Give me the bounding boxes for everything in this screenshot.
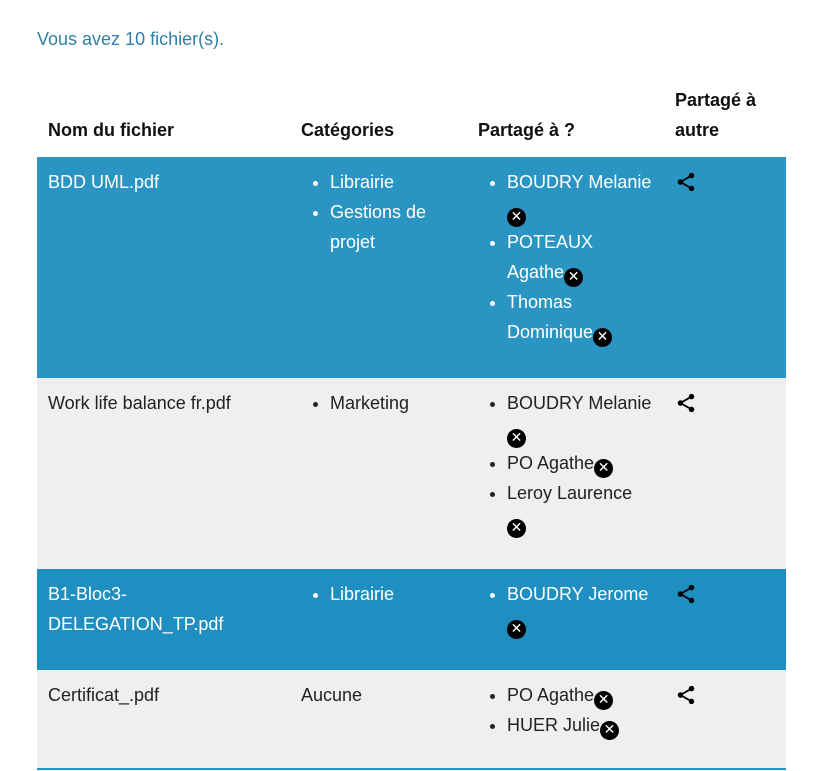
table-row bbox=[37, 670, 786, 771]
share-cell bbox=[664, 157, 786, 378]
share-cell bbox=[664, 569, 786, 670]
shared-with-cell bbox=[467, 670, 664, 771]
categories-cell bbox=[290, 569, 467, 670]
table-row bbox=[37, 569, 786, 670]
column-header-categories: Catégories bbox=[301, 120, 395, 140]
shared-user-name: BOUDRY Melanie bbox=[507, 393, 652, 413]
shared-user-item bbox=[507, 680, 653, 710]
remove-share-icon[interactable]: ✕ bbox=[593, 328, 612, 347]
shared-user-item bbox=[507, 579, 653, 639]
file-name: Certificat_.pdf bbox=[37, 670, 290, 771]
share-icon[interactable] bbox=[675, 392, 697, 414]
share-cell bbox=[664, 670, 786, 771]
column-header-name: Nom du fichier bbox=[48, 120, 175, 140]
share-icon[interactable] bbox=[675, 583, 697, 605]
remove-share-icon[interactable]: ✕ bbox=[507, 519, 526, 538]
categories-list bbox=[301, 388, 456, 418]
share-icon[interactable] bbox=[675, 684, 697, 706]
shared-user-item bbox=[507, 478, 653, 538]
table-row bbox=[37, 378, 786, 569]
shared-user-item bbox=[507, 227, 653, 287]
shared-list bbox=[478, 579, 653, 639]
category-item: • Gestions de projet bbox=[330, 197, 456, 257]
categories-cell bbox=[290, 157, 467, 378]
categories-cell bbox=[290, 378, 467, 569]
files-table bbox=[37, 84, 786, 771]
remove-share-icon[interactable]: ✕ bbox=[594, 691, 613, 710]
shared-user-name: BOUDRY Jerome bbox=[507, 584, 649, 604]
shared-user-item bbox=[507, 287, 653, 347]
shared-user-item bbox=[507, 388, 653, 448]
shared-user-name: PO Agathe bbox=[507, 453, 595, 473]
remove-share-icon[interactable]: ✕ bbox=[507, 429, 526, 448]
file-count-text: Vous avez 10 fichier(s). bbox=[37, 29, 225, 49]
remove-share-icon[interactable]: ✕ bbox=[600, 721, 619, 740]
remove-share-icon[interactable]: ✕ bbox=[507, 208, 526, 227]
shared-with-cell bbox=[467, 569, 664, 670]
shared-user-name: Leroy Laurence bbox=[507, 483, 633, 503]
category-item: • Librairie bbox=[330, 579, 456, 609]
shared-list bbox=[478, 167, 653, 347]
shared-with-cell bbox=[467, 157, 664, 378]
remove-share-icon[interactable]: ✕ bbox=[594, 459, 613, 478]
categories-list bbox=[301, 167, 456, 257]
column-header-shared-with: Partagé à ? bbox=[478, 120, 576, 140]
category-item: • Marketing bbox=[330, 388, 456, 418]
table-header-row bbox=[37, 84, 786, 157]
share-cell bbox=[664, 378, 786, 569]
remove-share-icon[interactable]: ✕ bbox=[507, 620, 526, 639]
categories-list bbox=[301, 579, 456, 609]
share-icon[interactable] bbox=[675, 171, 697, 193]
column-header-share-other: Partagé à autre bbox=[675, 90, 757, 140]
file-name: Work life balance fr.pdf bbox=[37, 378, 290, 569]
shared-with-cell bbox=[467, 378, 664, 569]
shared-list bbox=[478, 680, 653, 740]
file-name: B1-Bloc3-DELEGATION_TP.pdf bbox=[37, 569, 290, 670]
shared-user-name: PO Agathe bbox=[507, 685, 595, 705]
category-item: • Librairie bbox=[330, 167, 456, 197]
table-bottom-border bbox=[37, 768, 786, 770]
shared-user-name: BOUDRY Melanie bbox=[507, 172, 652, 192]
remove-share-icon[interactable]: ✕ bbox=[564, 268, 583, 287]
categories-cell: Aucune bbox=[290, 670, 467, 771]
shared-user-item bbox=[507, 448, 653, 478]
shared-user-item bbox=[507, 710, 653, 740]
file-name: BDD UML.pdf bbox=[37, 157, 290, 378]
shared-user-name: POTEAUX Agathe bbox=[507, 232, 594, 282]
shared-user-name: HUER Julie bbox=[507, 715, 601, 735]
shared-user-name: Thomas Dominique bbox=[507, 292, 594, 342]
shared-list bbox=[478, 388, 653, 538]
shared-user-item bbox=[507, 167, 653, 227]
table-row bbox=[37, 157, 786, 378]
